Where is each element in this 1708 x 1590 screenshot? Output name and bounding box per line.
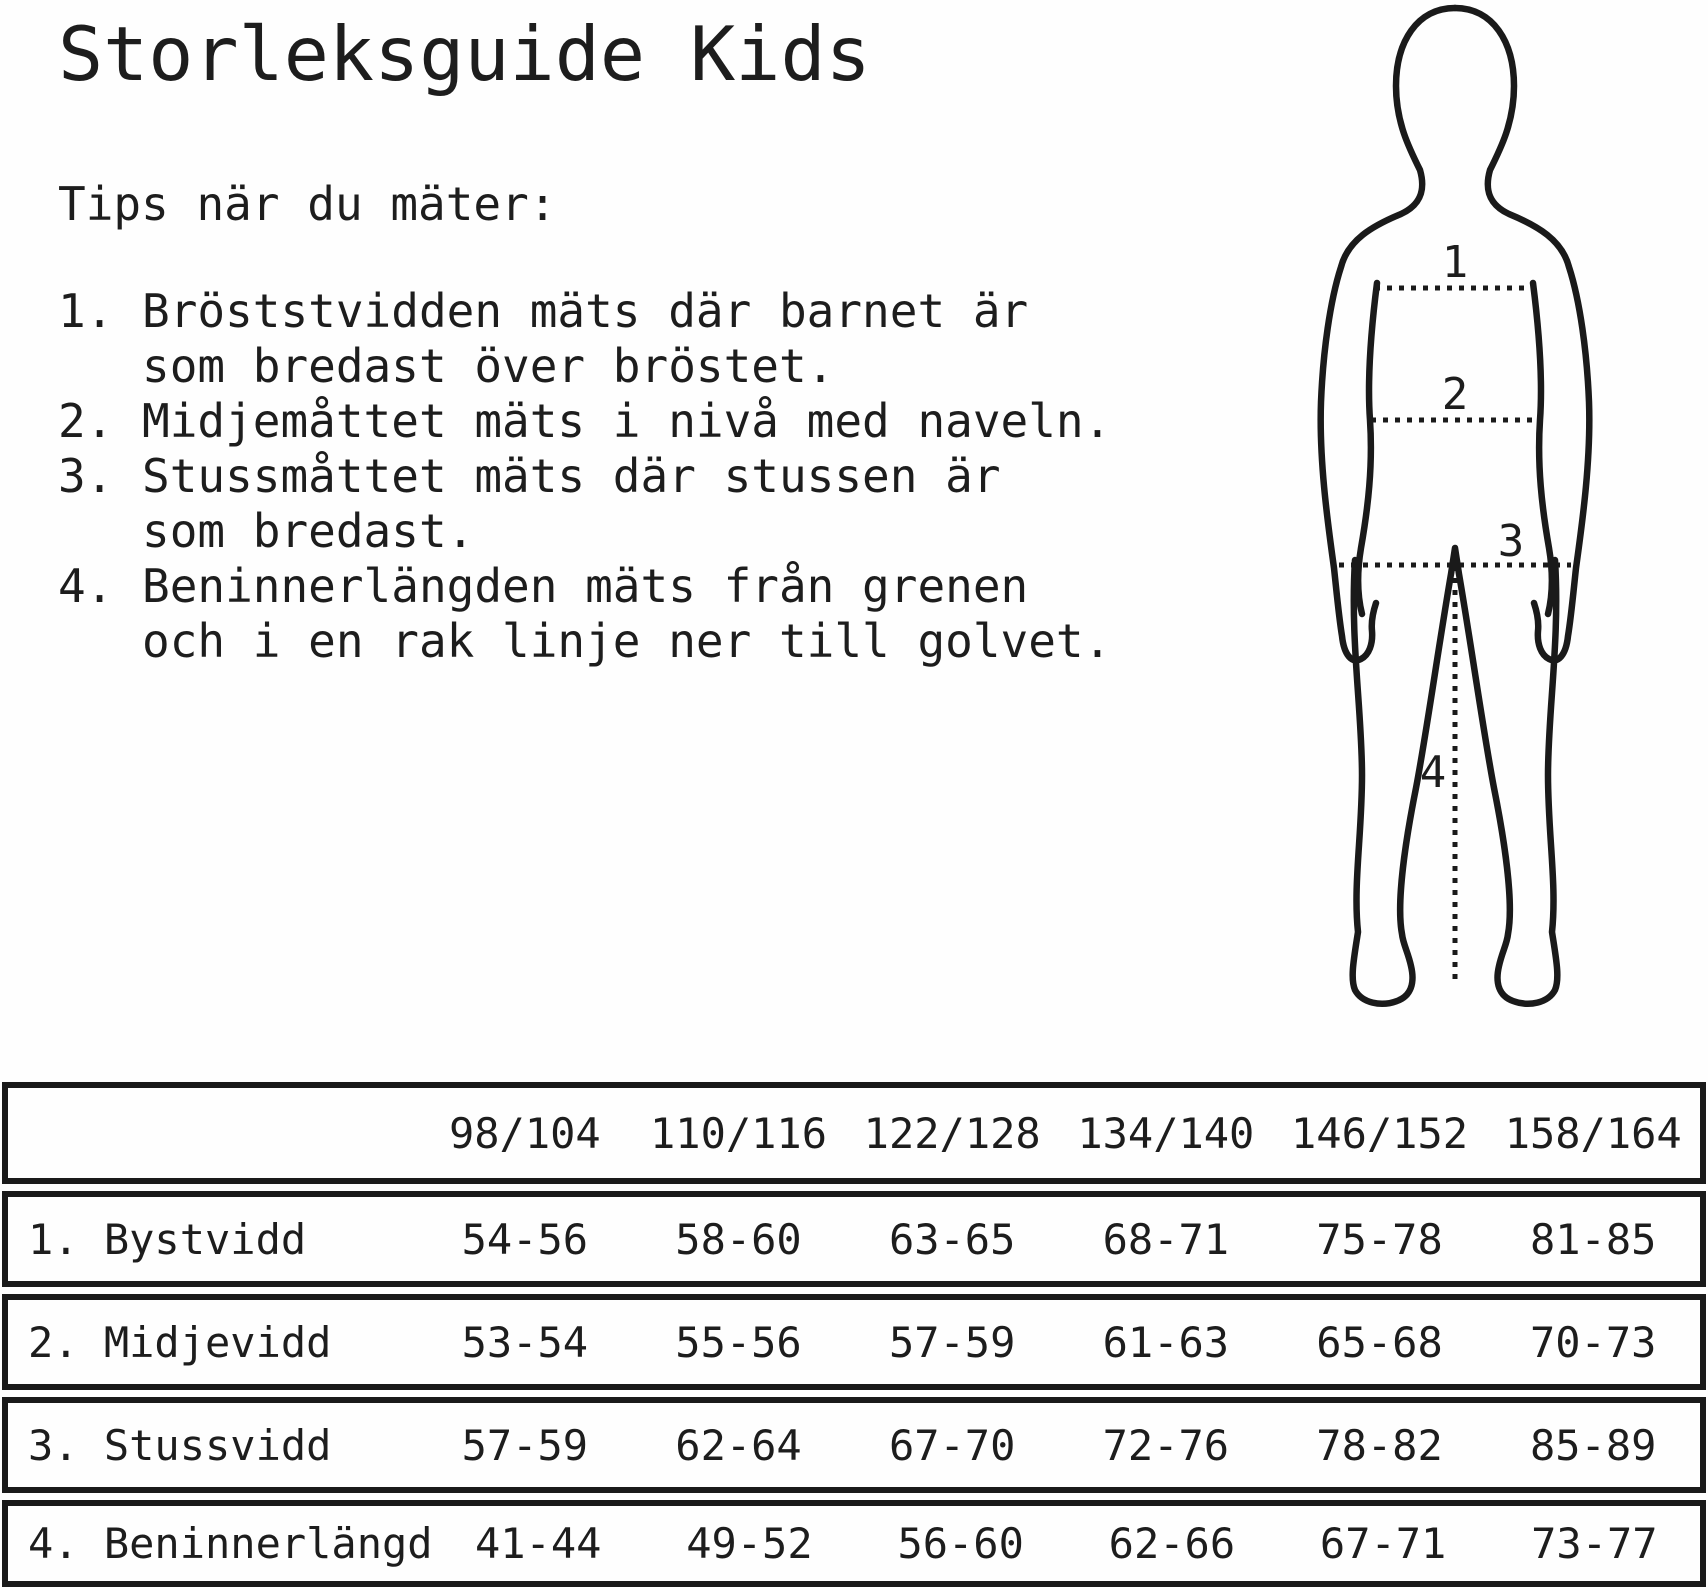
- table-cell: 61-63: [1102, 1317, 1230, 1367]
- row-label: 4. Beninnerlängd: [28, 1519, 433, 1568]
- table-row-beninnerlangd: [2, 1500, 1706, 1587]
- size-table-header-row: [2, 1082, 1706, 1184]
- table-cell: 57-59: [461, 1420, 589, 1470]
- tips-list: [58, 284, 1111, 669]
- tip-text-line: Midjemåttet mäts i nivå med naveln.: [142, 394, 1112, 448]
- tip-item-1: [58, 284, 1111, 394]
- body-outline-svg: [1285, 0, 1625, 1012]
- table-cell: 85-89: [1529, 1420, 1657, 1470]
- table-cell: 75-78: [1316, 1214, 1443, 1264]
- page-title: Storleksguide Kids: [58, 10, 871, 98]
- tip-item-2: [58, 394, 1111, 449]
- table-cell: 56-60: [897, 1519, 1024, 1568]
- size-column-header: 122/128: [863, 1108, 1041, 1158]
- tip-text-line: som bredast över bröstet.: [142, 339, 835, 393]
- table-cell: 58-60: [675, 1214, 802, 1264]
- tip-item-4: [58, 559, 1111, 669]
- table-cell: 78-82: [1316, 1420, 1443, 1470]
- table-cell: 53-54: [461, 1317, 589, 1367]
- table-cell: 73-77: [1531, 1519, 1658, 1568]
- tip-text-line: Bröststvidden mäts där barnet är: [142, 284, 1029, 338]
- table-cell: 68-71: [1102, 1214, 1230, 1264]
- measure-label-chest: 1: [1441, 237, 1469, 288]
- table-cell: 62-64: [675, 1420, 802, 1470]
- size-column-header: 110/116: [650, 1108, 828, 1158]
- table-cell: 55-56: [675, 1317, 802, 1367]
- row-label: 2. Midjevidd: [28, 1317, 332, 1367]
- tips-heading: Tips när du mäter:: [58, 177, 557, 231]
- size-column-header: 158/164: [1504, 1108, 1682, 1158]
- table-row-stussvidd: [2, 1397, 1706, 1493]
- tip-text-line: och i en rak linje ner till golvet.: [142, 614, 1112, 668]
- tip-text-line: Beninnerlängden mäts från grenen: [142, 559, 1029, 613]
- size-column-header: 134/140: [1077, 1108, 1255, 1158]
- table-cell: 49-52: [686, 1519, 813, 1568]
- measure-label-waist: 2: [1441, 369, 1469, 420]
- body-figure-illustration: [1285, 0, 1625, 1012]
- table-cell: 81-85: [1529, 1214, 1657, 1264]
- measure-label-inseam: 4: [1419, 747, 1447, 798]
- row-label: 3. Stussvidd: [28, 1420, 332, 1470]
- size-column-header: 98/104: [448, 1108, 601, 1158]
- measure-label-hip: 3: [1497, 516, 1525, 567]
- tip-number: 4.: [58, 559, 114, 613]
- tip-number: 3.: [58, 449, 114, 503]
- table-cell: 67-70: [888, 1420, 1016, 1470]
- table-row-midjevidd: [2, 1294, 1706, 1390]
- table-cell: 63-65: [888, 1214, 1016, 1264]
- tip-number: 2.: [58, 394, 114, 448]
- table-cell: 70-73: [1529, 1317, 1657, 1367]
- tip-text-line: som bredast.: [142, 504, 475, 558]
- table-row-bystvidd: [2, 1191, 1706, 1287]
- table-cell: 62-66: [1108, 1519, 1236, 1568]
- table-cell: 65-68: [1316, 1317, 1443, 1367]
- tip-text-line: Stussmåttet mäts där stussen är: [142, 449, 1001, 503]
- tip-item-3: [58, 449, 1111, 559]
- row-label: 1. Bystvidd: [28, 1214, 307, 1264]
- size-column-header: 146/152: [1291, 1108, 1469, 1158]
- table-cell: 54-56: [461, 1214, 589, 1264]
- table-cell: 57-59: [888, 1317, 1016, 1367]
- table-cell: 72-76: [1102, 1420, 1230, 1470]
- tip-number: 1.: [58, 284, 114, 338]
- table-cell: 67-71: [1319, 1519, 1447, 1568]
- table-cell: 41-44: [474, 1519, 602, 1568]
